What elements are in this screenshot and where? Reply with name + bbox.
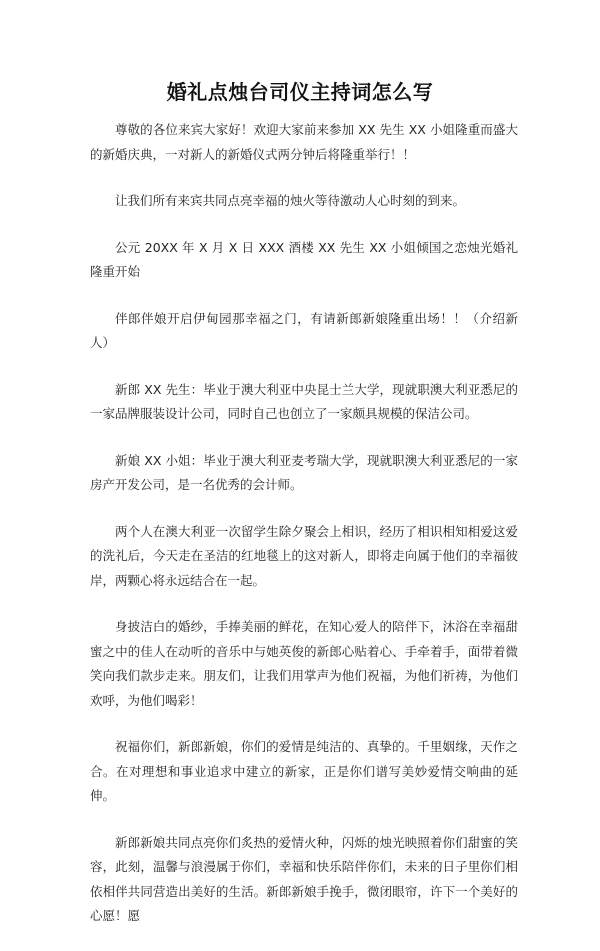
paragraph-blessing: 祝福你们，新郎新娘，你们的爱情是纯洁的、真挚的。千里姻缘，天作之合。在对理想和事业追求中建立的新家，正是你们谱写美妙爱情交响曲的延伸。 [90,739,518,803]
paragraph-light-candles: 让我们所有来宾共同点亮幸福的烛火等待激动人心时刻的到来。 [115,193,466,208]
paragraph-ceremony-start: 公元 20XX 年 X 月 X 日 XXX 酒楼 XX 先生 XX 小姐倾国之恋烛光婚礼隆重开始 [90,239,518,279]
paragraph-groom-intro: 新郎 XX 先生：毕业于澳大利亚中央昆士兰大学，现就职澳大利亚悉尼的一家品牌服装设计公司，同时自己也创立了一家颇具规模的保洁公司。 [90,381,518,421]
document-body [90,118,518,951]
page-title: 婚礼点烛台司仪主持词怎么写 [166,80,434,104]
paragraph-candle-lighting: 新郎新娘共同点亮你们炙热的爱情火种，闪烁的烛光映照着你们甜蜜的笑容，此刻，温馨与浪漫属于你们，幸福和快乐陪伴你们，未来的日子里你们相依相伴共同营造出美好的生活。新郎新娘手挽手，微闭眼帘，许下一个美好的心愿！愿 [90,834,518,923]
paragraph-bride-intro: 新娘 XX 小姐：毕业于澳大利亚麦考瑞大学，现就职澳大利亚悉尼的一家房产开发公司，是一名优秀的会计师。 [90,452,518,492]
paragraph-bride-walk: 身披洁白的婚纱，手捧美丽的鲜花，在知心爱人的陪伴下，沐浴在幸福甜蜜之中的佳人在动听的音乐中与她英俊的新郎心贴着心、手牵着手，面带着微笑向我们款步走来。朋友们，让我们用掌声为他们祝福，为他们祈祷，为他们欢呼，为他们喝彩！ [90,619,518,708]
paragraph-love-story: 两个人在澳大利亚一次留学生除夕聚会上相识，经历了相识相知相爱这爱的洗礼后，今天走在圣洁的红地毯上的这对新人，即将走向属于他们的幸福彼岸，两颗心将永远结合在一起。 [90,523,518,588]
paragraph-entrance: 伴郎伴娘开启伊甸园那幸福之门，有请新郎新娘隆重出场！！（介绍新人） [90,310,518,350]
paragraph-greeting: 尊敬的各位来宾大家好！欢迎大家前来参加 XX 先生 XX 小姐隆重而盛大的新婚庆典，一对新人的新婚仪式两分钟后将隆重举行！！ [90,122,518,162]
